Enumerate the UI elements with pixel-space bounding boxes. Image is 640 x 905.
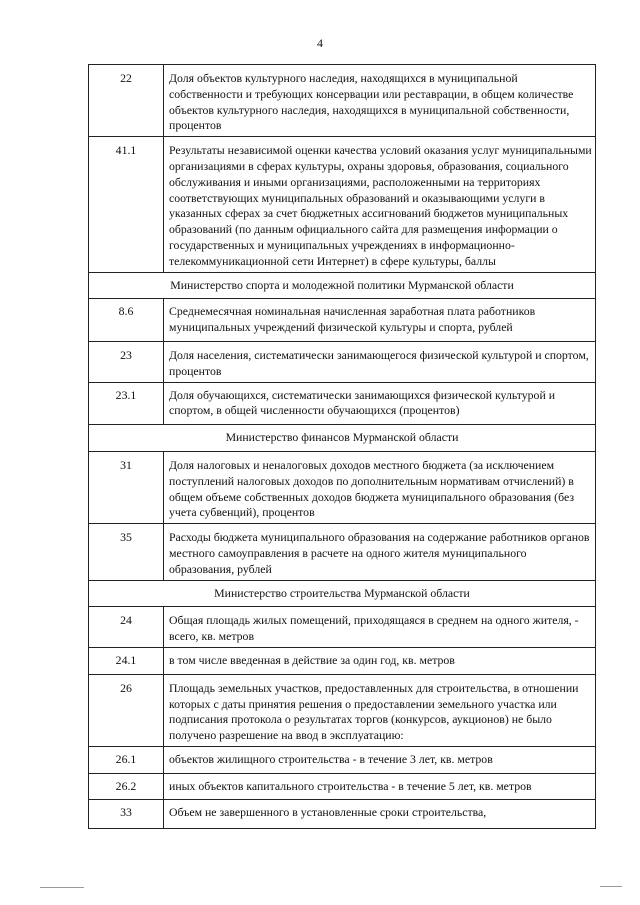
indicator-number: 26.1 [89, 746, 164, 773]
section-header-row [89, 272, 596, 299]
indicator-description: Результаты независимой оценки качества условий оказания услуг муниципальными организациями в сферах культуры, охраны здоровья, образования, социального обслуживания и иными организациями, расположенными на территориях соответствующих муниципальных образований и оказывающими услуги в указанных сферах за счет бюджетных ассигнований бюджетов муниципальных образований (по данным официального сайта для размещения информации о государственных и муниципальных учреждениях в информационно-телекоммуникационной сети Интернет) в сфере культуры, баллы [164, 137, 596, 272]
indicator-description: Объем не завершенного в установленные сроки строительства, [164, 800, 596, 829]
indicator-number: 23.1 [89, 382, 164, 425]
table-row [89, 299, 596, 342]
table-row [89, 451, 596, 523]
indicator-number: 23 [89, 341, 164, 382]
indicator-number: 33 [89, 800, 164, 829]
indicator-description: Расходы бюджета муниципального образования на содержание работников органов местного самоуправления в расчете на одного жителя муниципального образования, рублей [164, 524, 596, 580]
indicator-number: 24 [89, 607, 164, 648]
indicator-description: Доля обучающихся, систематически занимающихся физической культурой и спортом, в общей численности обучающихся (процентов) [164, 382, 596, 425]
section-title: Министерство финансов Мурманской области [89, 425, 596, 452]
table-row [89, 800, 596, 829]
table-row [89, 607, 596, 648]
indicator-description: в том числе введенная в действие за один год, кв. метров [164, 647, 596, 674]
indicator-number: 26 [89, 674, 164, 746]
scan-edge-mark [40, 887, 84, 888]
section-header-row [89, 425, 596, 452]
scan-edge-mark [600, 886, 622, 887]
section-title: Министерство спорта и молодежной политики Мурманской области [89, 272, 596, 299]
indicator-number: 24.1 [89, 647, 164, 674]
indicator-number: 41.1 [89, 137, 164, 272]
table-row [89, 137, 596, 272]
indicator-description: Среднемесячная номинальная начисленная заработная плата работников муниципальных учреждений физической культуры и спорта, рублей [164, 299, 596, 342]
page-number: 4 [317, 36, 323, 50]
indicator-description: Доля населения, систематически занимающегося физической культурой и спортом, процентов [164, 341, 596, 382]
indicator-number: 31 [89, 451, 164, 523]
table-row [89, 773, 596, 800]
table-row [89, 674, 596, 746]
indicator-description: Общая площадь жилых помещений, приходящаяся в среднем на одного жителя, - всего, кв. метров [164, 607, 596, 648]
indicator-description: иных объектов капитального строительства - в течение 5 лет, кв. метров [164, 773, 596, 800]
indicator-description: Площадь земельных участков, предоставленных для строительства, в отношении которых с даты принятия решения о предоставлении земельного участка или подписания протокола о результатах торгов (конкурсов, аукционов) не было получено разрешение на ввод в эксплуатацию: [164, 674, 596, 746]
section-title: Министерство строительства Мурманской области [89, 580, 596, 607]
indicator-description: Доля налоговых и неналоговых доходов местного бюджета (за исключением поступлений налоговых доходов по дополнительным нормативам отчислений) в общем объеме собственных доходов бюджета муниципального образования (без учета субвенций), процентов [164, 451, 596, 523]
table-row [89, 382, 596, 425]
indicator-number: 26.2 [89, 773, 164, 800]
section-header-row [89, 580, 596, 607]
table-row [89, 341, 596, 382]
indicator-number: 22 [89, 65, 164, 137]
table-row [89, 65, 596, 137]
indicator-number: 8.6 [89, 299, 164, 342]
table-row [89, 746, 596, 773]
indicator-description: Доля объектов культурного наследия, находящихся в муниципальной собственности и требующих консервации или реставрации, в общем количестве объектов культурного наследия, находящихся в муниципальной собственности, процентов [164, 65, 596, 137]
table-row [89, 647, 596, 674]
indicator-number: 35 [89, 524, 164, 580]
indicator-description: объектов жилищного строительства - в течение 3 лет, кв. метров [164, 746, 596, 773]
table-row [89, 524, 596, 580]
indicators-table [88, 64, 596, 829]
